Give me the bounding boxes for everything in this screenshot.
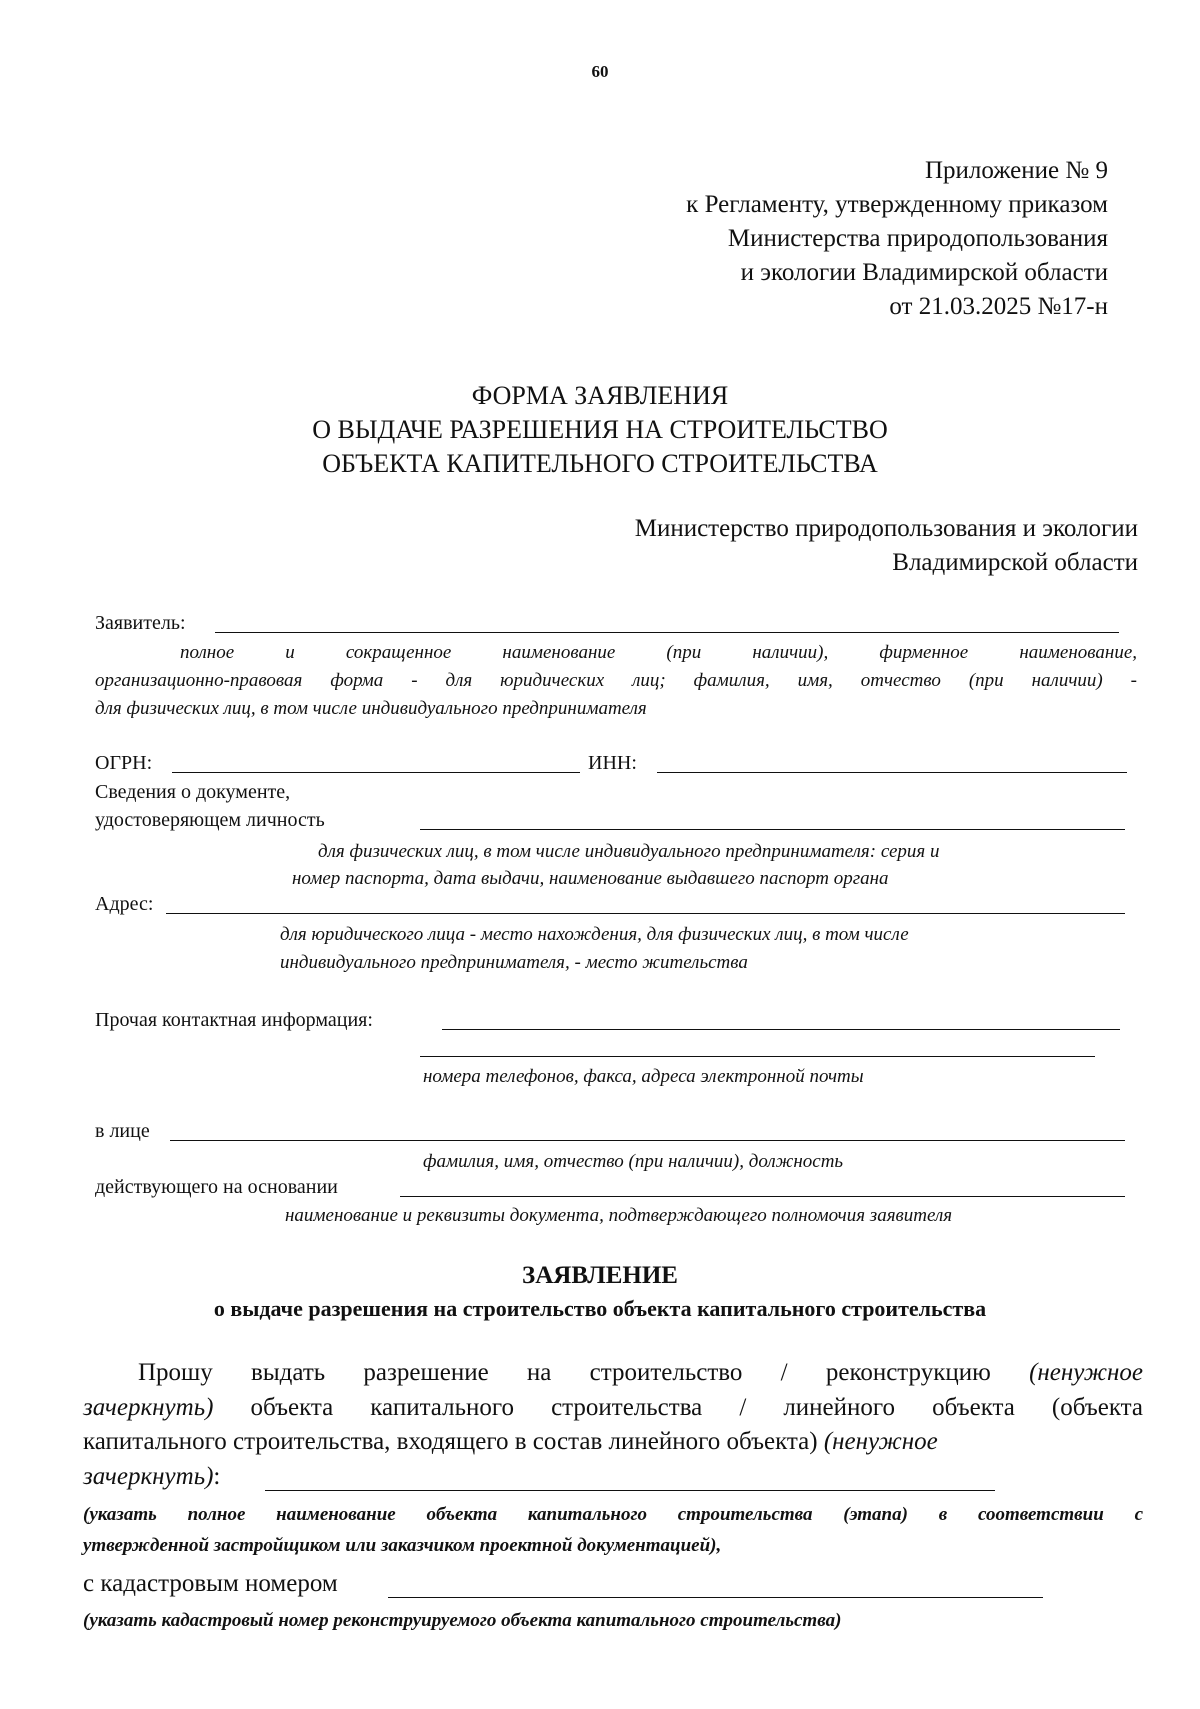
identity-doc-label-line: Сведения о документе, bbox=[95, 781, 291, 803]
statement-title: ЗАЯВЛЕНИЕ bbox=[522, 1262, 678, 1289]
appendix-line: и экологии Владимирской области bbox=[740, 259, 1108, 286]
object-note-line: утвержденной застройщиком или заказчиком проектной документацией), bbox=[83, 1535, 722, 1556]
request-line-2 bbox=[83, 1394, 1143, 1422]
represented-by-note: фамилия, имя, отчество (при наличии), должность bbox=[423, 1151, 844, 1172]
page-number: 60 bbox=[591, 62, 609, 81]
cadastral-label: с кадастровым номером bbox=[83, 1570, 338, 1597]
request-italic-note: (ненужное bbox=[823, 1428, 938, 1455]
applicant-field[interactable] bbox=[215, 632, 1119, 633]
applicant-note-line: полное и сокращенное наименование (при наличии), фирменное наименование, bbox=[180, 642, 1137, 663]
request-italic-note: зачеркнуть) bbox=[83, 1463, 214, 1490]
request-text: объекта капитального строительства / линейного объекта (объекта bbox=[250, 1394, 1144, 1421]
ogrn-label: ОГРН: bbox=[95, 752, 153, 774]
recipient-block bbox=[635, 512, 1138, 580]
contacts-note: номера телефонов, факса, адреса электронной почты bbox=[423, 1066, 864, 1087]
recipient-line: Министерство природопользования и экологии bbox=[634, 515, 1138, 542]
form-title-line: О ВЫДАЧЕ РАЗРЕШЕНИЯ НА СТРОИТЕЛЬСТВО bbox=[312, 415, 888, 444]
address-label: Адрес: bbox=[95, 893, 154, 915]
basis-field[interactable] bbox=[400, 1196, 1125, 1197]
appendix-line: Министерства природопользования bbox=[727, 225, 1108, 252]
cadastral-field[interactable] bbox=[388, 1597, 1043, 1598]
request-text: : bbox=[213, 1463, 221, 1490]
contacts-label: Прочая контактная информация: bbox=[95, 1009, 373, 1031]
inn-label: ИНН: bbox=[588, 752, 637, 774]
identity-doc-note-line: для физических лиц, в том числе индивидуального предпринимателя: серия и bbox=[318, 841, 940, 862]
basis-label: действующего на основании bbox=[95, 1176, 338, 1198]
request-line-3 bbox=[83, 1428, 938, 1456]
address-note-line: для юридического лица - место нахождения, для физических лиц, в том числе bbox=[280, 924, 909, 945]
represented-by-field[interactable] bbox=[170, 1140, 1125, 1141]
cadastral-note: (указать кадастровый номер реконструируемого объекта капитального строительства) bbox=[83, 1610, 842, 1631]
represented-by-label: в лице bbox=[95, 1120, 150, 1142]
request-text: Прошу выдать разрешение на строительство / реконструкцию bbox=[138, 1359, 991, 1386]
request-italic-note: (ненужное bbox=[1029, 1359, 1144, 1386]
request-italic-note: зачеркнуть) bbox=[83, 1394, 214, 1421]
object-name-field[interactable] bbox=[265, 1490, 995, 1491]
inn-field[interactable] bbox=[657, 772, 1127, 773]
statement-subtitle: о выдаче разрешения на строительство объекта капитального строительства bbox=[213, 1296, 987, 1321]
appendix-line: к Регламенту, утвержденному приказом bbox=[686, 191, 1108, 218]
form-title-line: ОБЪЕКТА КАПИТЕЛЬНОГО СТРОИТЕЛЬСТВА bbox=[322, 449, 878, 478]
form-title bbox=[0, 379, 1200, 481]
identity-doc-note-line: номер паспорта, дата выдачи, наименование выдавшего паспорт органа bbox=[292, 868, 889, 889]
request-text: капитального строительства, входящего в состав линейного объекта) bbox=[83, 1428, 818, 1455]
request-line-4 bbox=[83, 1463, 220, 1491]
identity-doc-label-line: удостоверяющем личность bbox=[95, 809, 325, 831]
contacts-field-extra[interactable] bbox=[420, 1056, 1095, 1057]
form-title-line: ФОРМА ЗАЯВЛЕНИЯ bbox=[471, 381, 729, 410]
address-field[interactable] bbox=[166, 913, 1125, 914]
applicant-label: Заявитель: bbox=[95, 612, 186, 634]
ogrn-field[interactable] bbox=[172, 772, 580, 773]
applicant-note-line: организационно-правовая форма - для юридических лиц; фамилия, имя, отчество (при наличии) - bbox=[95, 670, 1137, 691]
request-line-1 bbox=[138, 1359, 1143, 1387]
address-note-line: индивидуального предпринимателя, - место жительства bbox=[280, 952, 748, 973]
identity-doc-field[interactable] bbox=[420, 829, 1125, 830]
contacts-field[interactable] bbox=[442, 1029, 1120, 1030]
object-note-line: (указать полное наименование объекта капитального строительства (этапа) в соответствии с bbox=[83, 1504, 1143, 1525]
basis-note: наименование и реквизиты документа, подтверждающего полномочия заявителя bbox=[285, 1205, 953, 1226]
appendix-block bbox=[686, 154, 1108, 324]
appendix-line: от 21.03.2025 №17-н bbox=[889, 293, 1108, 320]
applicant-note-line: для физических лиц, в том числе индивидуального предпринимателя bbox=[95, 698, 647, 719]
appendix-line: Приложение № 9 bbox=[924, 157, 1108, 184]
recipient-line: Владимирской области bbox=[892, 549, 1138, 576]
